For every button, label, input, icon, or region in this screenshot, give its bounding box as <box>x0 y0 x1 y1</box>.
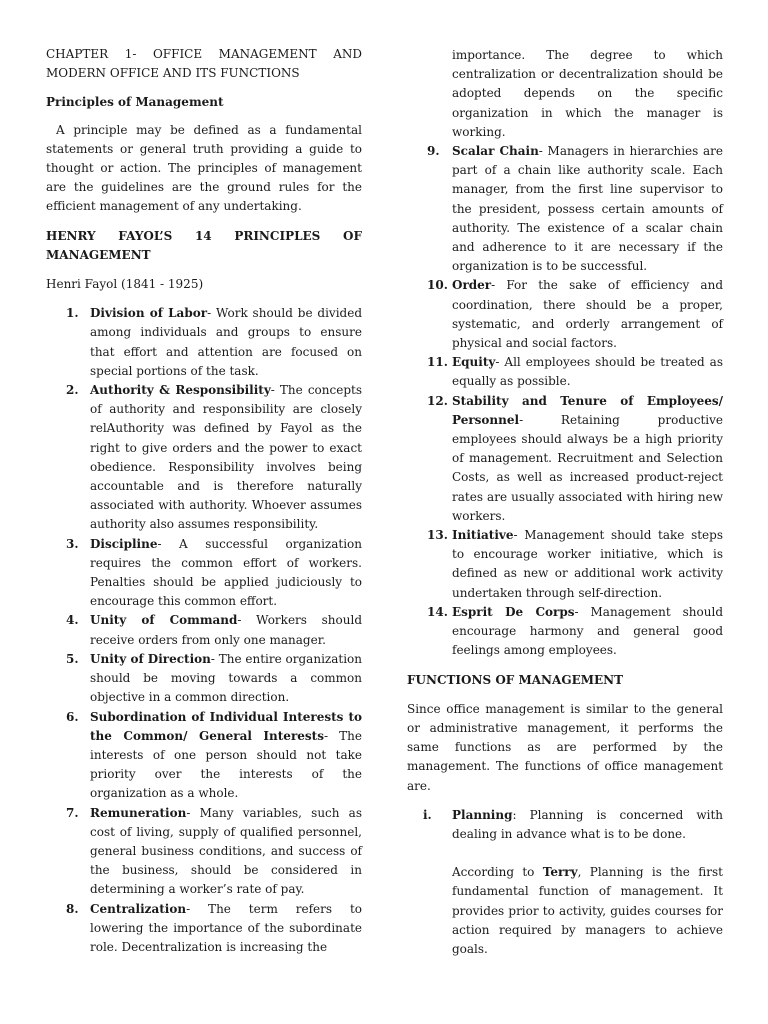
terry-prefix: According to <box>452 865 543 880</box>
principles-list-left <box>46 304 362 957</box>
item-text: - A successful organization requires the common effort of workers. Penalties should be applied judiciously to encourage this common effort. <box>90 536 362 609</box>
item-term: Scalar Chain <box>452 144 539 159</box>
item-term: Remuneration <box>90 805 187 820</box>
planning-text: : Planning is concerned with dealing in advance what is to be done. <box>452 807 723 841</box>
principle-item <box>46 804 362 900</box>
item-text: - Retaining productive employees should always be a high priority of management. Recruitment and Selection Costs, as well as increased product-reject rates are usually associated with hiring new workers. <box>452 412 723 523</box>
item-number: 13. <box>427 528 448 543</box>
item-number: 14. <box>427 604 448 619</box>
item-term: Unity of Command <box>90 613 238 628</box>
fayol-principles-heading: HENRY FAYOL’S 14 PRINCIPLES OF MANAGEMENT <box>46 228 362 262</box>
functions-intro: Since office management is similar to the general or administrative management, it performs the same functions as are performed by the management. The functions of office management are. <box>407 701 723 793</box>
intro-paragraph: A principle may be defined as a fundamental statements or general truth providing a guide to thought or action. The principles of management are the guidelines are the ground rules for the efficient management of any undertaking. <box>46 122 362 214</box>
item-term: Stability and Tenure of Employees/ Personnel <box>452 393 723 427</box>
item-text: - The interests of one person should not take priority over the interests of the organization as a whole. <box>90 728 362 801</box>
centralization-continuation: importance. The degree to which centralization or decentralization should be adopted depends on the specific organization in which the manager is working. <box>452 48 723 139</box>
item-text: - The concepts of authority and responsibility are closely relAuthority was defined by Fayol as the right to give orders and the power to exact obedience. Responsibility involves being accountable and is therefore naturally associated with authority. Whoever assumes authority also assumes responsibility. <box>90 383 362 532</box>
planning-definition <box>452 806 723 844</box>
item-text: - The entire organization should be moving towards a common objective in a common direction. <box>90 651 362 705</box>
principle-item <box>46 900 362 958</box>
item-term: Discipline <box>90 536 158 551</box>
item-text: - The term refers to lowering the importance of the subordinate role. Decentralization is increasing the <box>90 901 362 954</box>
planning-item <box>407 806 723 959</box>
item-term: Order <box>452 278 492 293</box>
item-text: - Management should take steps to encourage worker initiative, which is defined as new or additional work activity undertaken through self-direction. <box>452 528 723 600</box>
item-number: 6. <box>66 709 79 724</box>
planning-terry-paragraph <box>452 863 723 959</box>
item-number: 12. <box>427 393 448 408</box>
item-term: Initiative <box>452 528 514 543</box>
item-term: Centralization <box>90 901 187 916</box>
principle-item <box>407 353 723 391</box>
item-text: - All employees should be treated as equally as possible. <box>452 355 723 389</box>
chapter-title: CHAPTER 1- OFFICE MANAGEMENT AND MODERN OFFICE AND ITS FUNCTIONS <box>46 47 362 81</box>
item-text: - Management should encourage harmony and general good feelings among employees. <box>452 604 724 658</box>
item-number: 1. <box>66 306 79 321</box>
item-term: Division of Labor <box>90 306 208 321</box>
item-term: Esprit De Corps <box>452 604 575 619</box>
item-term: Subordination of Individual Interests to the Common/ General Interests <box>90 709 362 743</box>
item-number: 8. <box>66 901 79 916</box>
item-term: Authority & Responsibility <box>90 383 271 398</box>
item-text: - Managers in hierarchies are part of a chain like authority scale. Each manager, from the first line supervisor to the president, possess certain amounts of authority. The existence of a scalar chain and adherence to it are necessary if the organization is to be successful. <box>452 144 723 274</box>
functions-heading: FUNCTIONS OF MANAGEMENT <box>407 672 624 687</box>
item-text: - For the sake of efficiency and coordination, there should be a proper, systematic, and orderly arrangement of physical and social factors. <box>452 278 723 351</box>
principle-item <box>46 304 362 381</box>
fayol-dates: Henri Fayol (1841 - 1925) <box>46 277 204 292</box>
item-term: Unity of Direction <box>90 651 211 666</box>
left-column <box>46 45 362 957</box>
principle-item <box>407 276 723 353</box>
principle-item <box>46 535 362 612</box>
item-text: - Workers should receive orders from only one manager. <box>90 613 363 647</box>
principle-item <box>46 381 362 535</box>
principle-item <box>46 708 362 804</box>
item-number: 7. <box>66 805 79 820</box>
terry-text: , Planning is the first fundamental function of management. It provides prior to activity, guides courses for action required by managers to achieve goals. <box>452 865 723 956</box>
principle-item <box>407 392 723 526</box>
item-number: 5. <box>66 651 79 666</box>
principle-item <box>407 603 723 661</box>
roman-number: i. <box>423 807 432 822</box>
item-number: 11. <box>427 355 448 370</box>
item-number: 3. <box>66 536 79 551</box>
item-text: - Work should be divided among individuals and groups to ensure that effort and attention are focused on special portions of the task. <box>90 306 362 378</box>
right-column <box>407 46 723 959</box>
principle-item <box>46 650 362 708</box>
item-number: 10. <box>427 278 448 293</box>
section-subheading: Principles of Management <box>46 95 224 110</box>
item-number: 2. <box>66 383 79 398</box>
item-number: 9. <box>427 144 440 159</box>
principle-item <box>407 526 723 603</box>
item-number: 4. <box>66 613 79 628</box>
item-term: Equity <box>452 355 496 370</box>
principle-item <box>407 142 723 276</box>
item-text: - Many variables, such as cost of living, supply of qualified personnel, general business conditions, and success of the business, should be considered in determining a worker’s rate of pay. <box>90 805 362 897</box>
principles-list-right <box>407 142 723 660</box>
planning-term: Planning <box>452 807 513 822</box>
principle-item <box>46 611 362 649</box>
terry-term: Terry <box>542 865 578 880</box>
